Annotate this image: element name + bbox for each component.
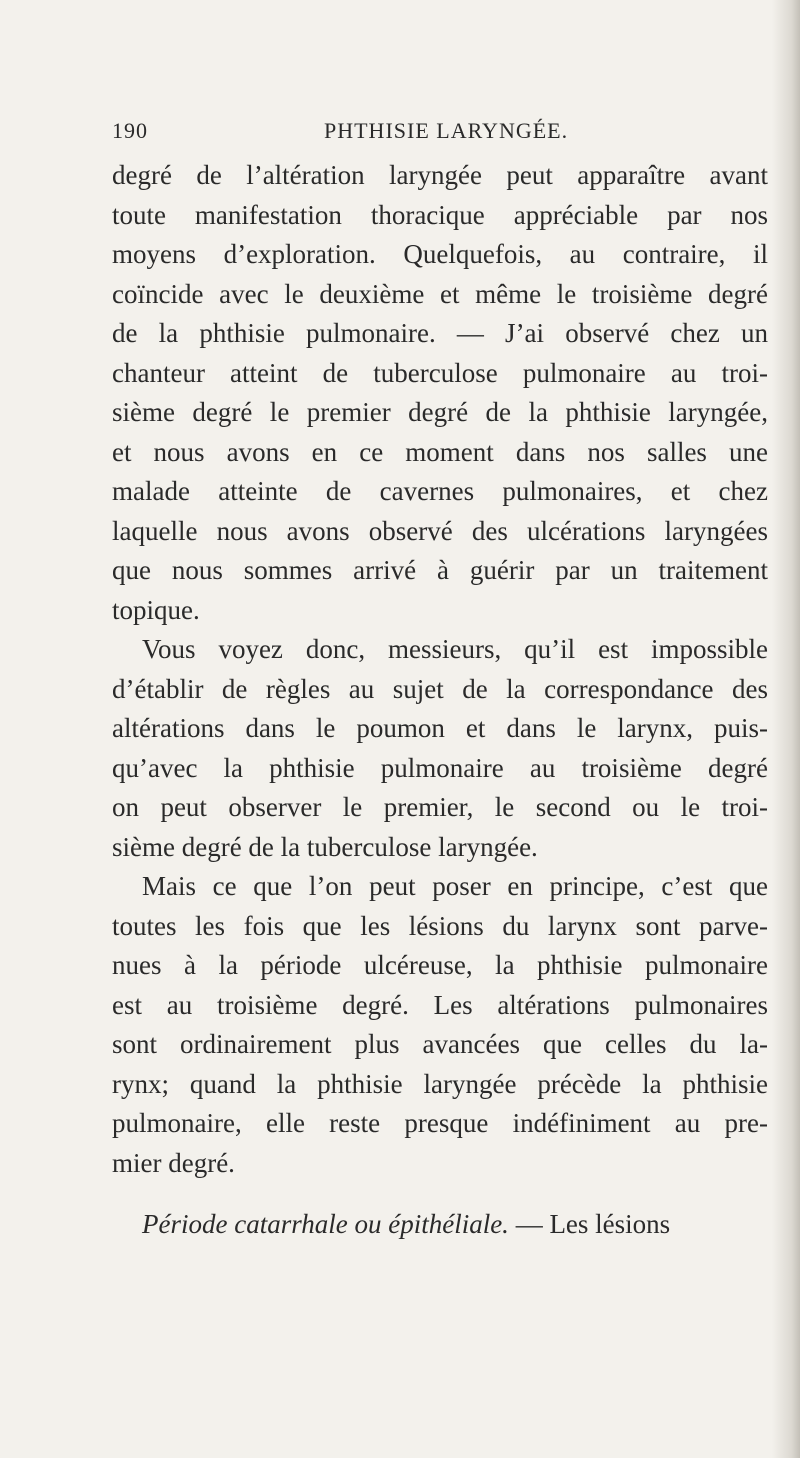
text-line: laquelle nous avons observé des ulcérations laryngées <box>112 515 768 546</box>
text-line: et nous avons en ce moment dans nos salles une <box>112 436 768 467</box>
text-line: Mais ce que l’on peut poser en principe, c’est que <box>142 871 768 901</box>
text-line: sont ordinairement plus avancées que celles du la- <box>112 1029 768 1059</box>
text-line: coïncide avec le deuxième et même le troisième degré <box>112 278 768 309</box>
text-line: sième degré le premier degré de la phthisie laryngée, <box>112 397 768 427</box>
section-heading-continuation: — Les lésions <box>508 1209 671 1239</box>
text-line: qu’avec la phthisie pulmonaire au troisième degré <box>112 752 768 783</box>
body-text <box>112 156 768 1245</box>
text-line: moyens d’exploration. Quelquefois, au contraire, il <box>112 239 768 269</box>
text-line: de la phthisie pulmonaire. — J’ai observé chez un <box>112 318 768 348</box>
text-line: toute manifestation thoracique appréciable par nos <box>112 199 768 230</box>
text-line: topique. <box>112 594 200 625</box>
page-number: 190 <box>112 118 148 143</box>
text-line: altérations dans le poumon et dans le larynx, puis- <box>112 713 768 743</box>
text-line: malade atteinte de cavernes pulmonaires, et chez <box>112 476 768 506</box>
text-line: d’établir de règles au sujet de la correspondance des <box>112 673 768 704</box>
text-line: degré de l’altération laryngée peut apparaître avant <box>112 160 768 190</box>
text-line: Vous voyez donc, messieurs, qu’il est impossible <box>142 634 768 664</box>
text-line: est au troisième degré. Les altérations pulmonaires <box>112 989 768 1020</box>
paragraph-spacer <box>112 1183 768 1205</box>
text-line: rynx; quand la phthisie laryngée précède la phthisie <box>112 1068 768 1099</box>
text-line: chanteur atteint de tuberculose pulmonaire au troi- <box>112 357 768 388</box>
text-line: que nous sommes arrivé à guérir par un traitement <box>112 555 768 585</box>
section-heading: Période catarrhale ou épithéliale. <box>142 1209 509 1239</box>
text-line: on peut observer le premier, le second ou le troi- <box>112 792 768 822</box>
section-heading-line <box>112 1205 768 1245</box>
text-line: pulmonaire, elle reste presque indéfiniment au pre- <box>112 1108 768 1138</box>
text-line: toutes les fois que les lésions du larynx sont parve- <box>112 910 768 941</box>
text-line: nues à la période ulcéreuse, la phthisie pulmonaire <box>112 950 768 980</box>
text-line: sième degré de la tuberculose laryngée. <box>112 831 538 862</box>
page-edge-shadow <box>772 0 800 1458</box>
running-title: PHTHISIE LARYNGÉE. <box>324 118 569 143</box>
text-line: mier degré. <box>112 1147 235 1178</box>
page-header <box>112 118 762 158</box>
